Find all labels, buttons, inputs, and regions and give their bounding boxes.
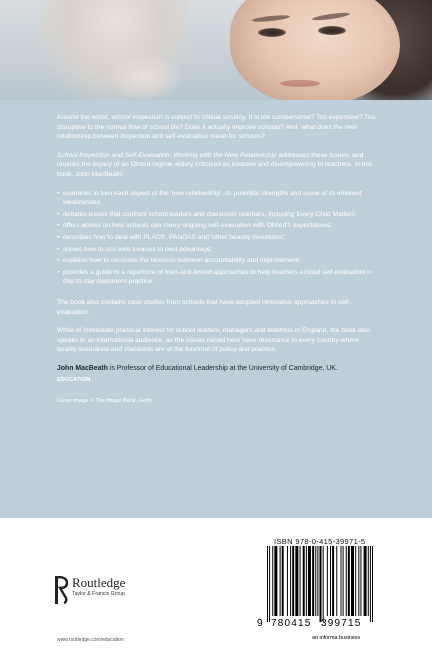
barcode-bar bbox=[364, 546, 367, 616]
cover-image-credit: Cover image © The Image Bank, Getty bbox=[57, 398, 152, 405]
publisher-website[interactable]: www.routledge.com/education bbox=[57, 637, 124, 643]
barcode-bar bbox=[327, 546, 328, 616]
author-name: John MacBeath bbox=[57, 364, 108, 372]
barcode-bar bbox=[272, 546, 273, 616]
barcode-bar bbox=[282, 546, 284, 616]
publisher-group: Taylor & Francis Group bbox=[72, 591, 126, 597]
barcode-bar bbox=[306, 546, 307, 616]
informa-business: an informa business bbox=[312, 635, 361, 641]
list-item: • debates issues that confront school leaders and classroom teachers, including Every Child Matters; bbox=[57, 210, 377, 220]
photo-blurred-hand bbox=[110, 55, 180, 100]
barcode-bar bbox=[295, 546, 298, 616]
back-cover-blurb bbox=[57, 113, 377, 407]
barcode-bar bbox=[274, 546, 277, 616]
blurb-audience: While of immediate practical interest for school leaders, managers and teachers in England, the book also speaks to an international audience, as the issues raised here have resonance in every country where quality assurance and standards are at the forefront of policy and practice. bbox=[57, 327, 370, 354]
photo-eye-left bbox=[258, 28, 286, 37]
barcode-digits-right: 399715 bbox=[321, 618, 362, 629]
list-item: • describes how to deal with PLACS, PANDAS and 'other beastly inventions'; bbox=[57, 233, 377, 243]
barcode-digit-lead: 9 bbox=[257, 618, 263, 629]
barcode-bar bbox=[330, 546, 331, 616]
isbn-label: ISBN 978-0-415-39971-5 bbox=[274, 537, 366, 546]
barcode-digits bbox=[257, 618, 375, 632]
book-title: School Inspection and Self-Evaluation: Working with the New Relationship bbox=[57, 151, 277, 159]
routledge-r-logo-icon bbox=[55, 576, 68, 604]
barcode-bar bbox=[315, 546, 316, 616]
barcode-bar bbox=[336, 546, 337, 616]
blurb-intro: Around the world, school inspection is subject to critical scrutiny. It is too cumbersome? Too expensive? Too disruptive to the normal flow of school life? Does it actually improve schools? And, what does the new relationship between inspection and self-evaluation mean for schools? bbox=[57, 114, 376, 141]
barcode-bar bbox=[287, 546, 288, 616]
barcode-bar bbox=[348, 546, 350, 616]
barcode-bar bbox=[346, 546, 347, 616]
publisher-footer bbox=[0, 518, 432, 648]
list-item: • provides a guide to a repertoire of tried-and-tested approaches to help teachers embed self-evaluation in day-to-day classroom practice. bbox=[57, 268, 377, 287]
barcode-bar bbox=[280, 546, 281, 616]
barcode-bars bbox=[257, 546, 375, 622]
barcode-bar bbox=[312, 546, 314, 616]
photo-eye-right bbox=[318, 26, 346, 35]
barcode-bar bbox=[370, 546, 371, 622]
author-description: is Professor of Educational Leadership at the University of Cambridge, UK. bbox=[107, 364, 338, 372]
list-item: • shows how to use web sources to best advantage; bbox=[57, 245, 377, 255]
barcode-bar bbox=[372, 546, 373, 622]
feature-list bbox=[57, 189, 377, 287]
barcode-bar bbox=[300, 546, 301, 616]
barcode-bar bbox=[332, 546, 334, 616]
list-item: • examines in turn each aspect of the 'new relationship', its potential strengths and some of its inherent weaknesses; bbox=[57, 189, 377, 208]
book-description: addresses these issues, and unpicks the legacy of an Ofsted regime widely criticised as invasive and disempowering to teachers. In this book, John MacBeath: bbox=[57, 151, 373, 178]
publisher-logo bbox=[55, 576, 125, 604]
photo-mouth bbox=[280, 80, 320, 87]
barcode-bar bbox=[292, 546, 294, 616]
blurb-case-studies: The book also contains case studies from schools that have adopted innovative approaches to self-evaluation. bbox=[57, 298, 351, 316]
barcode-bar bbox=[269, 546, 270, 622]
barcode-bar bbox=[290, 546, 291, 616]
publisher-name: Routledge bbox=[72, 575, 126, 590]
barcode-bar bbox=[320, 546, 322, 622]
subject-category: EDUCATION bbox=[57, 377, 91, 384]
barcode-bar bbox=[267, 546, 268, 622]
list-item: • offers advice on how schools can marry ongoing self-evaluation with Ofsted's expectations; bbox=[57, 221, 377, 231]
barcode-bar bbox=[343, 546, 344, 616]
barcode-digits-left: 780415 bbox=[271, 618, 312, 629]
barcode-bar bbox=[351, 546, 354, 616]
barcode-bar bbox=[317, 546, 318, 616]
barcode-bar bbox=[368, 546, 369, 616]
barcode-bar bbox=[360, 546, 361, 616]
barcode-bar bbox=[303, 546, 305, 616]
barcode bbox=[257, 546, 375, 638]
author-bio bbox=[57, 364, 377, 374]
blurb-description bbox=[57, 151, 377, 180]
barcode-bar bbox=[341, 546, 342, 616]
cover-photo bbox=[0, 0, 432, 100]
barcode-bar bbox=[355, 546, 356, 616]
barcode-bar bbox=[358, 546, 359, 616]
barcode-bar bbox=[308, 546, 311, 616]
barcode-bar bbox=[323, 546, 324, 622]
list-item: • explains how to reconcile the tensions between accountability and improvement; bbox=[57, 256, 377, 266]
